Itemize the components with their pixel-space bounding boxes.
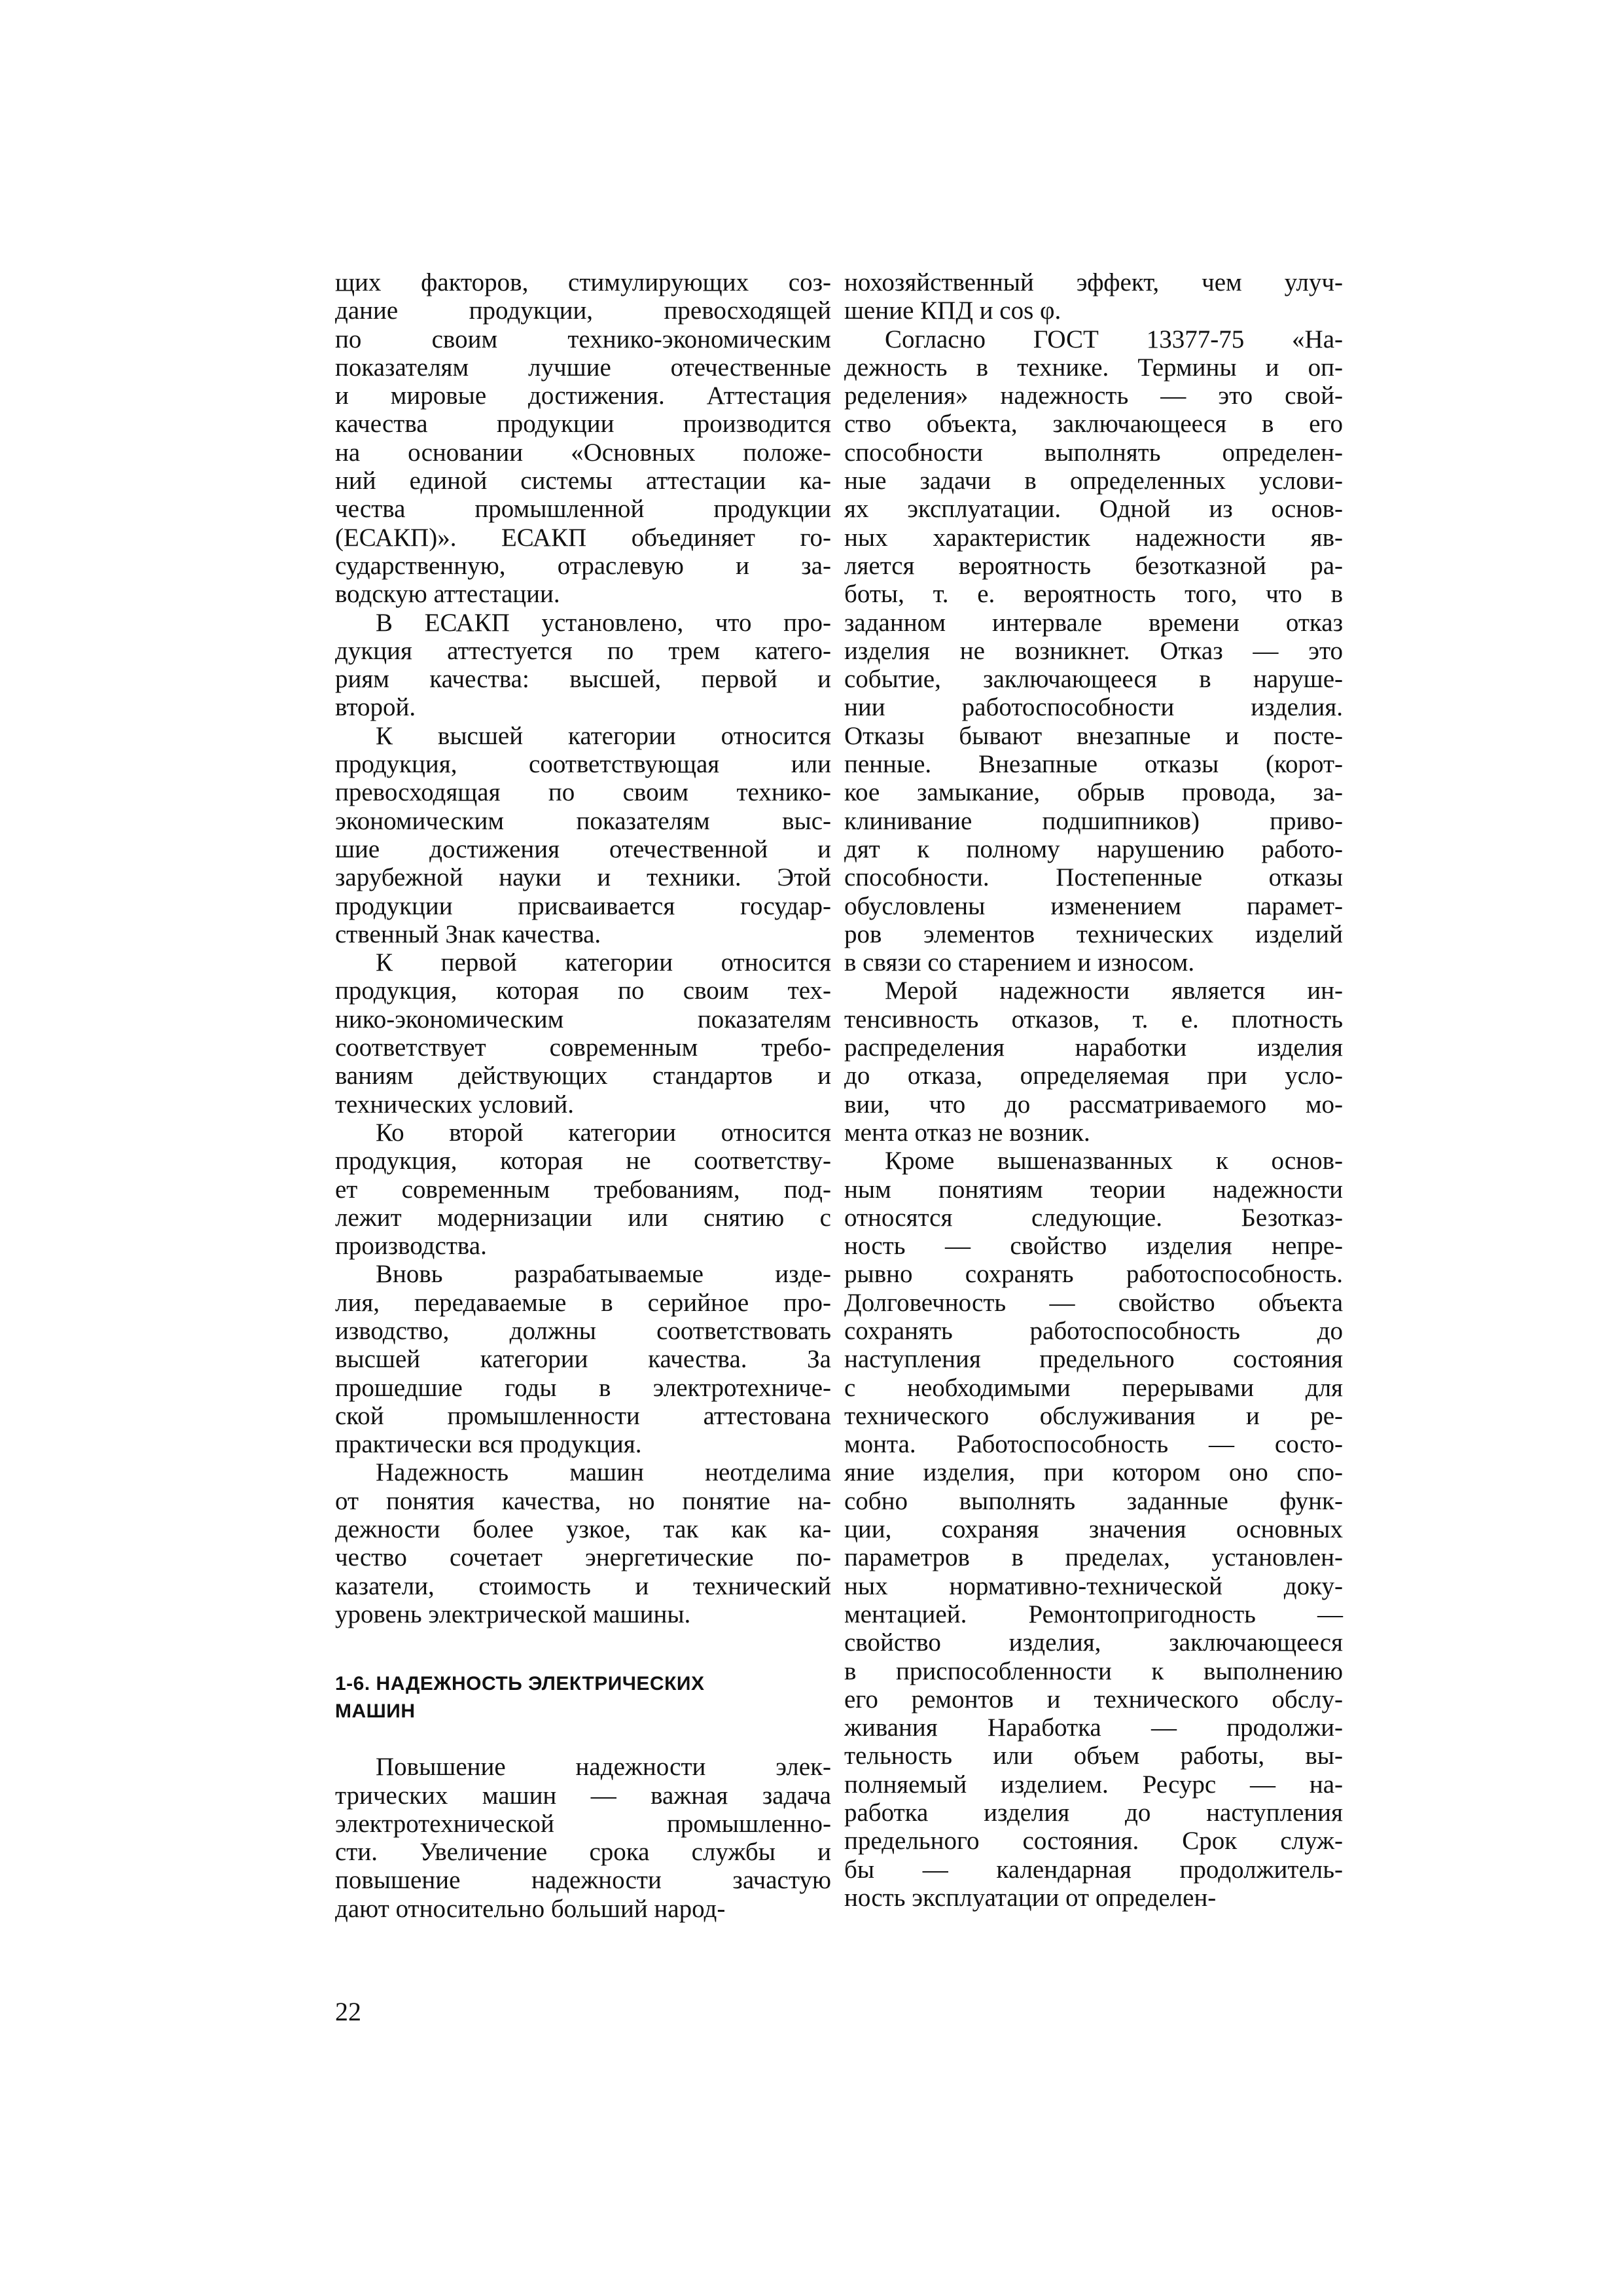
text-line: в приспособленности к выполнению	[844, 1657, 1343, 1685]
text-line: ляется вероятность безотказной ра-	[844, 551, 1343, 580]
text-line: живания Наработка — продолжи-	[844, 1713, 1343, 1742]
text-line: казатели, стоимость и технический	[335, 1571, 831, 1600]
text-line: на основании «Основных положе-	[335, 438, 831, 467]
paragraph	[844, 977, 1343, 1147]
text-line: Ко второй категории относится	[376, 1118, 831, 1147]
text-line: тенсивность отказов, т. е. плотность	[844, 1005, 1343, 1033]
text-line: параметров в пределах, установлен-	[844, 1543, 1343, 1572]
text-line: полняемый изделием. Ресурс — на-	[844, 1770, 1343, 1799]
text-line: чества промышленной продукции	[335, 495, 831, 524]
text-line: дают относительно больший народ-	[335, 1894, 726, 1923]
text-line: событие, заключающееся в наруше-	[844, 665, 1343, 694]
text-line: способности выполнять определен-	[844, 438, 1343, 467]
text-line: распределения наработки изделия	[844, 1033, 1343, 1062]
text-line: изделия не возникнет. Отказ — это	[844, 636, 1343, 665]
section-heading-line: 1-6. НАДЕЖНОСТЬ ЭЛЕКТРИЧЕСКИХ	[335, 1673, 705, 1695]
text-line: пенные. Внезапные отказы (корот-	[844, 750, 1343, 779]
text-line: ность — свойство изделия непре-	[844, 1232, 1343, 1261]
text-line: нии работоспособности изделия.	[844, 693, 1343, 722]
text-line: работка изделия до наступления	[844, 1799, 1343, 1827]
text-line: превосходящая по своим технико-	[335, 778, 831, 807]
text-line: щих факторов, стимулирующих соз-	[335, 268, 831, 296]
text-line: его ремонтов и технического обслу-	[844, 1685, 1343, 1713]
text-line: и мировые достижения. Аттестация	[335, 382, 831, 410]
text-line: сти. Увеличение срока службы и	[335, 1838, 831, 1867]
text-line: наступления предельного состояния	[844, 1345, 1343, 1374]
text-line: чество сочетает энергетические по-	[335, 1543, 831, 1572]
text-line: трических машин — важная задача	[335, 1781, 831, 1810]
paragraph	[844, 1147, 1343, 1912]
text-line: шие достижения отечественной и	[335, 834, 831, 863]
text-line: второй.	[335, 693, 416, 722]
text-line: Согласно ГОСТ 13377-75 «На-	[885, 325, 1343, 353]
text-line: Кроме вышеназванных к основ-	[885, 1147, 1343, 1175]
text-line: сударственную, отраслевую и за-	[335, 551, 831, 580]
page-number: 22	[335, 1997, 361, 2026]
text-line: ний единой системы аттестации ка-	[335, 467, 831, 495]
text-line: лежит модернизации или снятию с	[335, 1203, 831, 1232]
paragraph	[335, 722, 831, 948]
text-line: дукция аттестуется по трем катего-	[335, 636, 831, 665]
text-line: ях эксплуатации. Одной из основ-	[844, 495, 1343, 524]
text-line: нико-экономическим показателям	[335, 1005, 831, 1033]
text-line: повышение надежности зачастую	[335, 1866, 831, 1895]
paragraph	[844, 325, 1343, 977]
paragraph	[335, 1753, 831, 1923]
text-line: дание продукции, превосходящей	[335, 296, 831, 325]
text-line: электротехнической промышленно-	[335, 1809, 831, 1838]
text-line: вии, что до рассматриваемого мо-	[844, 1090, 1343, 1119]
text-line: в связи со старением и износом.	[844, 948, 1195, 977]
paragraph	[844, 268, 1343, 325]
paragraph	[335, 1458, 831, 1628]
text-line: тельность или объем работы, вы-	[844, 1742, 1343, 1770]
text-line: практически вся продукция.	[335, 1430, 642, 1459]
text-line: экономическим показателям выс-	[335, 806, 831, 835]
text-line: по своим технико-экономическим	[335, 325, 831, 353]
text-line: лия, передаваемые в серийное про-	[335, 1288, 831, 1317]
text-line: дежность в технике. Термины и оп-	[844, 353, 1343, 382]
text-line: ство объекта, заключающееся в его	[844, 410, 1343, 439]
text-line: К высшей категории относится	[376, 721, 831, 750]
text-line: способности. Постепенные отказы	[844, 863, 1343, 892]
text-line: шение КПД и cos φ.	[844, 296, 1061, 325]
text-line: сохранять работоспособность до	[844, 1316, 1343, 1345]
text-line: нохозяйственный эффект, чем улуч-	[844, 268, 1343, 296]
text-line: бы — календарная продолжитель-	[844, 1855, 1343, 1884]
text-line: продукции присваивается государ-	[335, 891, 831, 920]
text-line: дежности более узкое, так как ка-	[335, 1515, 831, 1544]
text-line: яние изделия, при котором оно спо-	[844, 1458, 1343, 1487]
section-heading-line: МАШИН	[335, 1700, 416, 1723]
text-line: (ЕСАКП)». ЕСАКП объединяет го-	[335, 523, 831, 552]
text-line: кое замыкание, обрыв провода, за-	[844, 778, 1343, 807]
text-line: Вновь разрабатываемые изде-	[376, 1260, 831, 1289]
text-line: до отказа, определяемая при усло-	[844, 1062, 1343, 1090]
text-line: технических условий.	[335, 1090, 575, 1119]
text-line: качества продукции производится	[335, 410, 831, 439]
text-line: ределения» надежность — это свой-	[844, 382, 1343, 410]
text-line: заданном интервале времени отказ	[844, 608, 1343, 637]
paragraph	[335, 1119, 831, 1260]
text-line: монта. Работоспособность — состо-	[844, 1430, 1343, 1459]
text-line: продукция, которая по своим тех-	[335, 977, 831, 1005]
text-line: ментацией. Ремонтопригодность —	[844, 1600, 1343, 1628]
text-line: Отказы бывают внезапные и посте-	[844, 721, 1343, 750]
text-line: зарубежной науки и техники. Этой	[335, 863, 831, 892]
section-heading	[335, 1670, 831, 1725]
text-line: изводство, должны соответствовать	[335, 1316, 831, 1345]
text-line: ет современным требованиям, под-	[335, 1175, 831, 1204]
paragraph	[335, 609, 831, 722]
text-line: относятся следующие. Безотказ-	[844, 1203, 1343, 1232]
text-line: ность эксплуатации от определен-	[844, 1883, 1217, 1912]
text-line: риям качества: высшей, первой и	[335, 665, 831, 694]
text-line: ных нормативно-технической доку-	[844, 1571, 1343, 1600]
text-line: ров элементов технических изделий	[844, 920, 1343, 948]
left-column	[335, 268, 831, 1923]
text-line: Мерой надежности является ин-	[885, 977, 1343, 1005]
text-line: технического обслуживания и ре-	[844, 1401, 1343, 1430]
text-line: обусловлены изменением парамет-	[844, 891, 1343, 920]
paragraph	[335, 1260, 831, 1458]
text-line: с необходимыми перерывами для	[844, 1373, 1343, 1402]
text-line: Надежность машин неотделима	[376, 1458, 831, 1487]
text-line: производства.	[335, 1232, 487, 1261]
text-line: Повышение надежности элек-	[376, 1753, 831, 1782]
text-line: уровень электрической машины.	[335, 1600, 691, 1628]
paragraph	[335, 948, 831, 1119]
text-line: К первой категории относится	[376, 948, 831, 977]
text-line: ственный Знак качества.	[335, 920, 601, 948]
text-line: прошедшие годы в электротехниче-	[335, 1373, 831, 1402]
text-line: клинивание подшипников) приво-	[844, 806, 1343, 835]
text-line: водскую аттестации.	[335, 580, 560, 609]
text-line: ции, сохраняя значения основных	[844, 1515, 1343, 1544]
text-line: высшей категории качества. За	[335, 1345, 831, 1374]
text-line: боты, т. е. вероятность того, что в	[844, 580, 1343, 609]
text-line: соответствует современным требо-	[335, 1033, 831, 1062]
text-line: дят к полному нарушению работо-	[844, 834, 1343, 863]
paragraph	[335, 268, 831, 609]
text-line: продукция, которая не соответству-	[335, 1147, 831, 1175]
text-line: ваниям действующих стандартов и	[335, 1062, 831, 1090]
text-line: ных характеристик надежности яв-	[844, 523, 1343, 552]
text-line: свойство изделия, заключающееся	[844, 1628, 1343, 1657]
text-line: мента отказ не возник.	[844, 1118, 1090, 1147]
text-line: продукция, соответствующая или	[335, 750, 831, 779]
text-line: показателям лучшие отечественные	[335, 353, 831, 382]
text-line: ные задачи в определенных услови-	[844, 467, 1343, 495]
text-line: предельного состояния. Срок служ-	[844, 1827, 1343, 1856]
text-line: В ЕСАКП установлено, что про-	[376, 608, 831, 637]
text-line: от понятия качества, но понятие на-	[335, 1486, 831, 1515]
text-line: ным понятиям теории надежности	[844, 1175, 1343, 1204]
right-column	[844, 268, 1343, 1912]
text-line: Долговечность — свойство объекта	[844, 1288, 1343, 1317]
text-line: собно выполнять заданные функ-	[844, 1486, 1343, 1515]
text-line: ской промышленности аттестована	[335, 1401, 831, 1430]
text-line: рывно сохранять работоспособность.	[844, 1260, 1343, 1289]
